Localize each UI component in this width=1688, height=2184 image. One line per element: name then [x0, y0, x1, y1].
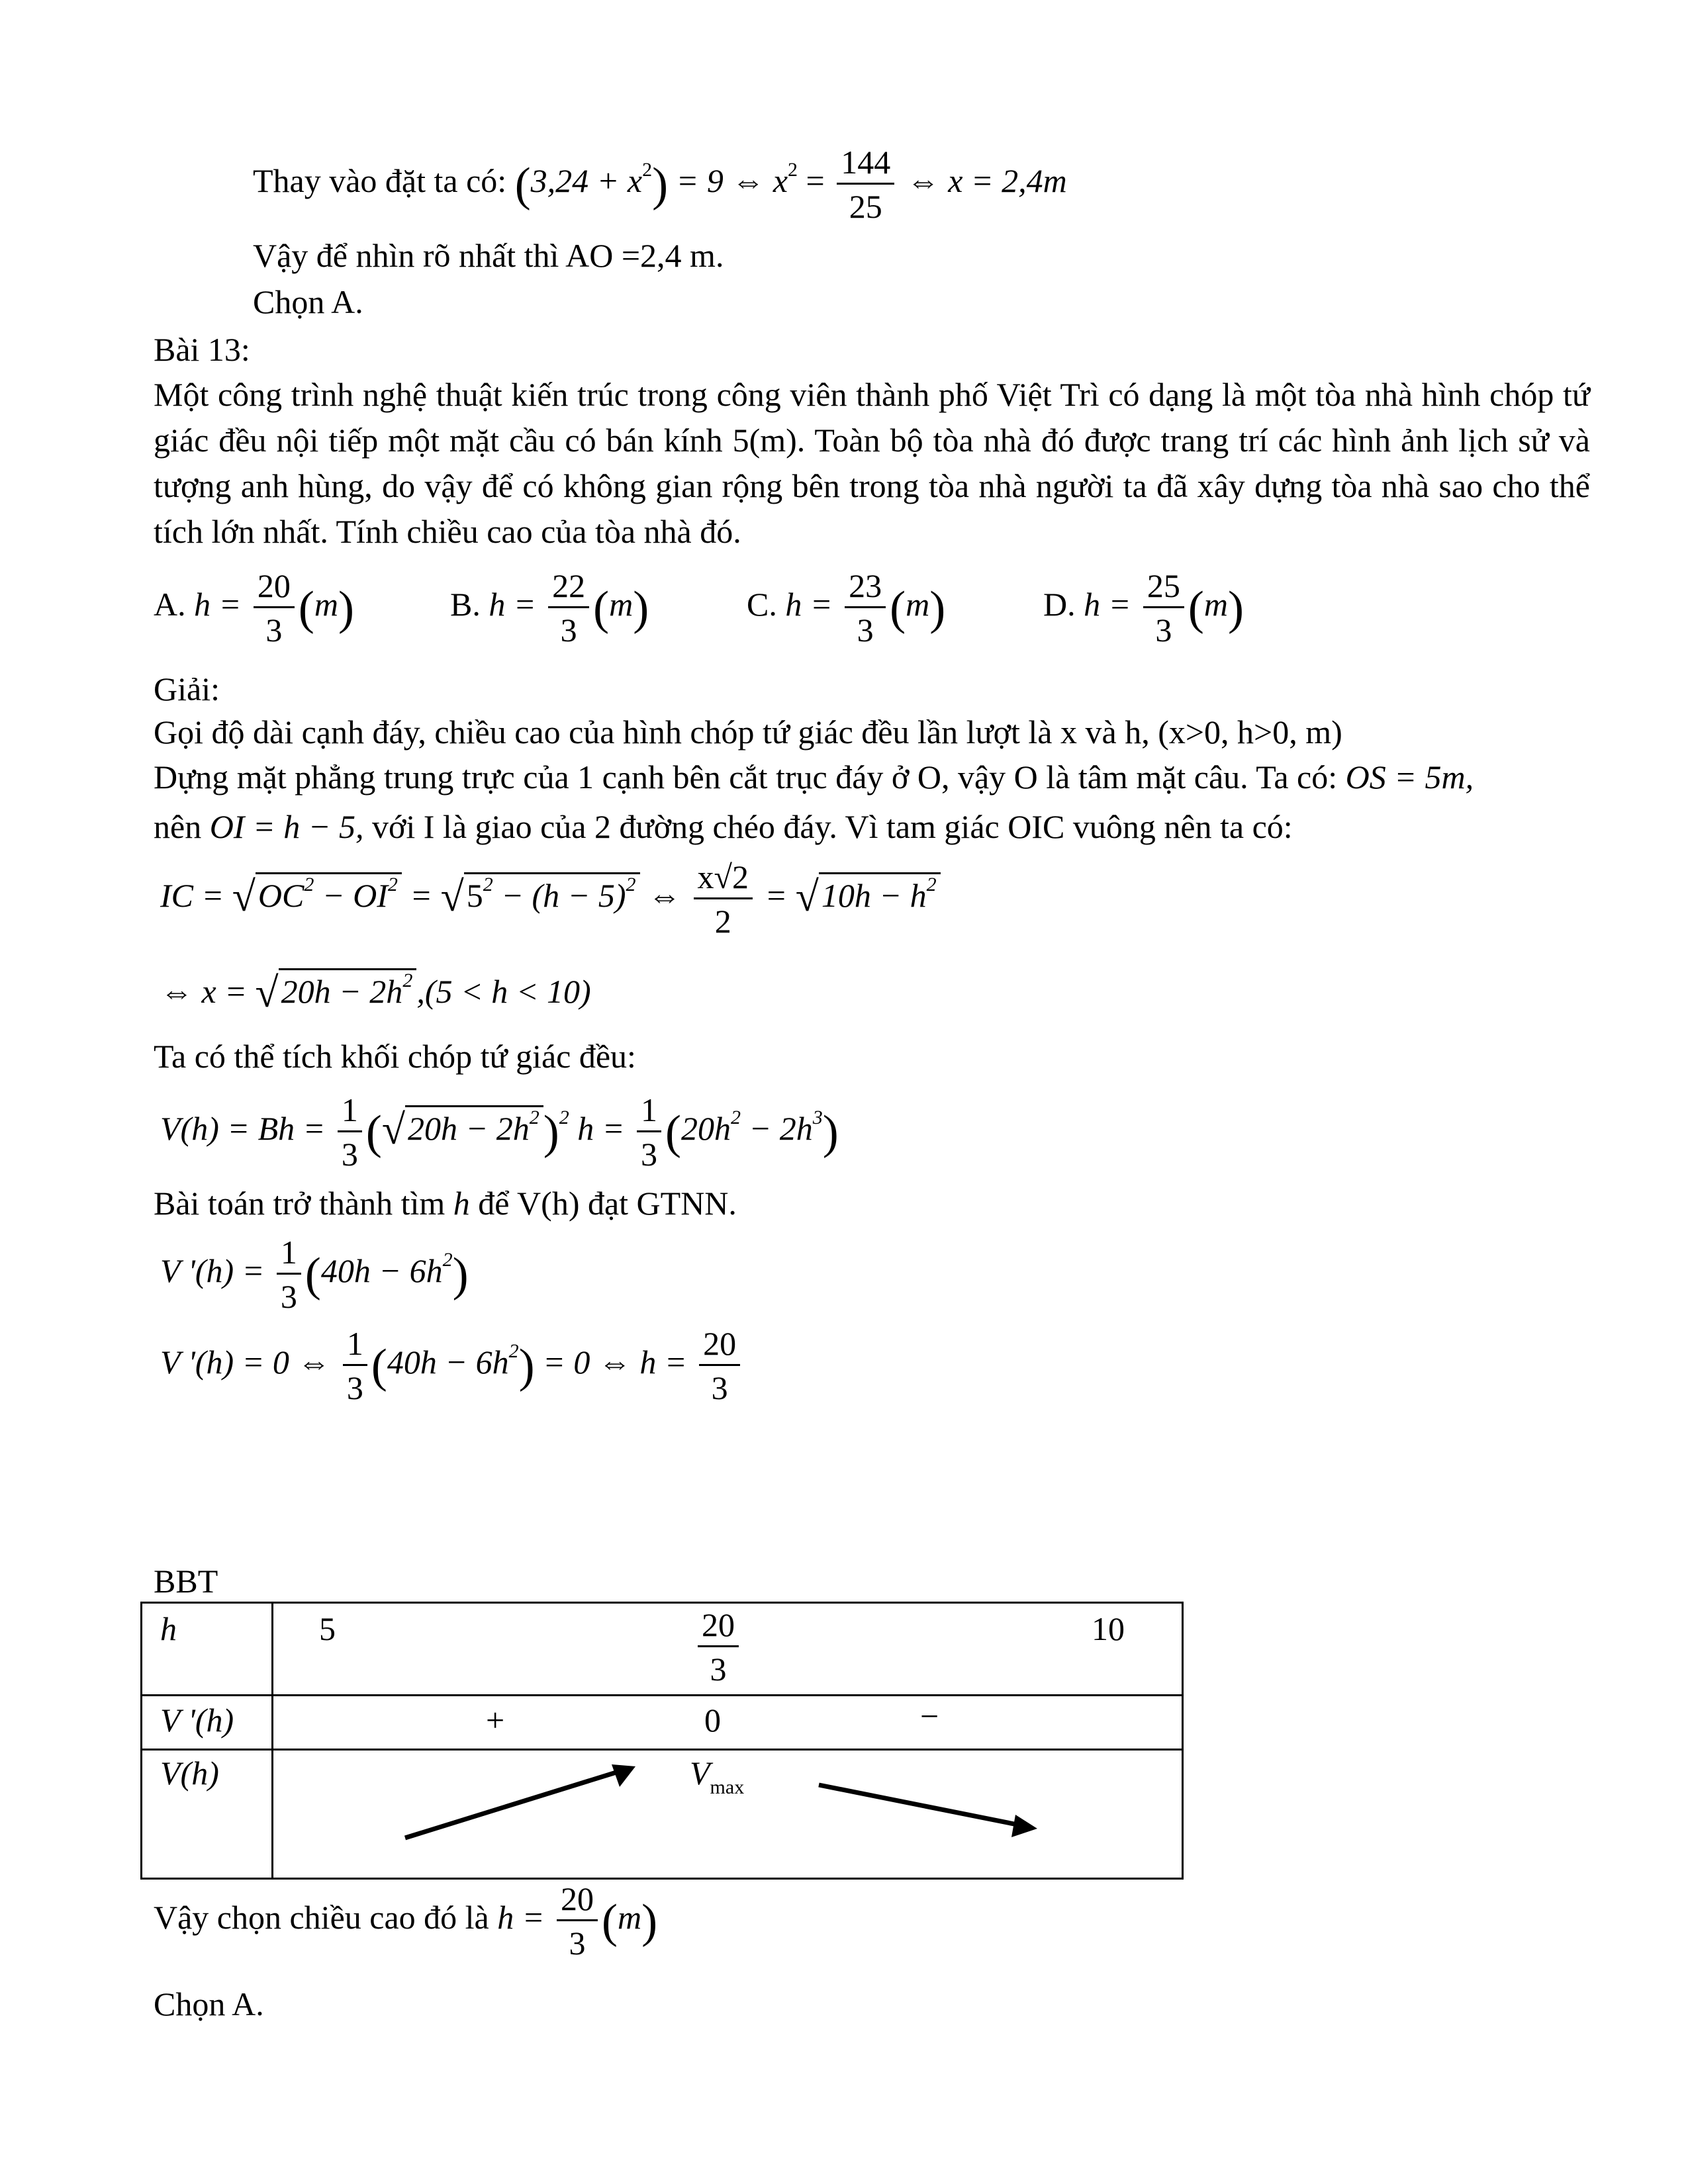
vmax-label: $V_{max}$ — [690, 1754, 745, 1798]
prev-equation-line: Thay vào đặt ta có: $(3,24 + x^2) = 9$ ⇔ $x^2$ = $\frac{144}{25}$ ⇔ x = 2,4m — [253, 144, 1067, 225]
task-line: Bài toán trở thành tìm h để V(h) đạt GTNN. — [154, 1185, 737, 1222]
x-equation: ⇔ $x = √20h - 2h^2$ ,(5 < h < 10) — [160, 969, 591, 1016]
row-h-label: h — [160, 1610, 177, 1647]
row-derivative-label: V '(h) — [160, 1702, 234, 1739]
bbt-title: BBT — [154, 1563, 218, 1600]
solution-heading: Giải: — [154, 670, 220, 707]
final-answer: Vậy chọn chiều cao đó là h = $\frac{20}{3}$ (m) — [154, 1880, 658, 1962]
prev-choice: Chọn A. — [253, 283, 363, 320]
solution-line-2: Dựng mặt phẳng trung trực của 1 cạnh bên cắt trục đáy ở O, vậy O là tâm mặt câu. Ta có: OS = 5m, — [154, 758, 1474, 796]
option-d: D. h = $\frac{25}{3}$ (m) — [1043, 567, 1244, 649]
problem-text: Một công trình nghệ thuật kiến trúc trong công viên thành phố Việt Trì có dạng là một tòa nhà hình chóp tứ giác đều nội tiếp một mặt cầu có bán kính 5(m). Toàn bộ tòa nhà đó được trang trí các hình ảnh lịch sử và tượng anh hùng, do vậy để có không gian rộng bên trong tòa nhà người ta đã xây dựng tòa nhà sao cho thể tích lớn nhất. Tính chiều cao của tòa nhà đó. — [154, 376, 1590, 550]
solution-line-1: Gọi độ dài cạnh đáy, chiều cao của hình chóp tứ giác đều lần lượt là x và h, (x>0, h>0, m) — [154, 713, 1342, 751]
problem-title: Bài 13: — [154, 331, 250, 368]
variation-table — [140, 1602, 1184, 1880]
option-c: C. h = $\frac{23}{3}$ (m) — [747, 567, 946, 649]
sign-plus: + — [486, 1702, 505, 1739]
h-end: 10 — [1092, 1610, 1125, 1647]
h-critical: $\frac{20}{3}$ — [694, 1607, 743, 1687]
final-choice: Chọn A. — [154, 1985, 264, 2023]
prev-eq-a: 3,24 + x — [530, 161, 643, 199]
option-b: B. h = $\frac{22}{3}$ (m) — [450, 567, 649, 649]
solution-line-3: nên OI = h − 5, với I là giao của 2 đường chéo đáy. Vì tam giác OIC vuông nên ta có: — [154, 808, 1293, 845]
decreasing-arrow — [819, 1785, 1037, 1837]
h-start: 5 — [319, 1610, 336, 1647]
ic-equation: IC = $√OC^2 - OI^2 = √5^2 - (h - 5)^2$ ⇔ $\frac{x√2}{2}$ = $√10h - h^2$ — [160, 859, 941, 939]
derivative-zero-equation: V '(h) = 0 ⇔ $\frac{1}{3}$ $(40h - 6h^2) = 0$ ⇔ h = $\frac{20}{3}$ — [160, 1326, 744, 1406]
row-function-label: V(h) — [160, 1754, 219, 1792]
prev-conclusion: Vậy để nhìn rõ nhất thì AO =2,4 m. — [253, 237, 724, 274]
increasing-arrow — [405, 1764, 635, 1838]
volume-equation: V(h) = Bh = $\frac{1}{3}$ $(√20h - 2h^2)^2$ h = $\frac{1}{3}$ $(20h^2 - 2h^3)$ — [160, 1091, 839, 1173]
volume-text: Ta có thể tích khối chóp tứ giác đều: — [154, 1038, 636, 1075]
sign-zero: 0 — [704, 1702, 721, 1739]
prev-eq-lead: Thay vào đặt ta có: — [253, 161, 507, 199]
derivative-equation: V '(h) = $\frac{1}{3}$ $(40h - 6h^2)$ — [160, 1234, 469, 1315]
prev-eq-c: = — [798, 161, 825, 199]
variation-arrows — [140, 1602, 1184, 1880]
prev-eq-d: ⇔ x = 2,4m — [906, 161, 1067, 199]
prev-eq-b: = 9 ⇔ x — [676, 161, 788, 199]
option-a: A. h = $\frac{20}{3}$ (m) — [154, 567, 354, 649]
prev-fraction: $\frac{144}{25}$ — [837, 144, 894, 224]
sign-minus: − — [920, 1698, 939, 1735]
